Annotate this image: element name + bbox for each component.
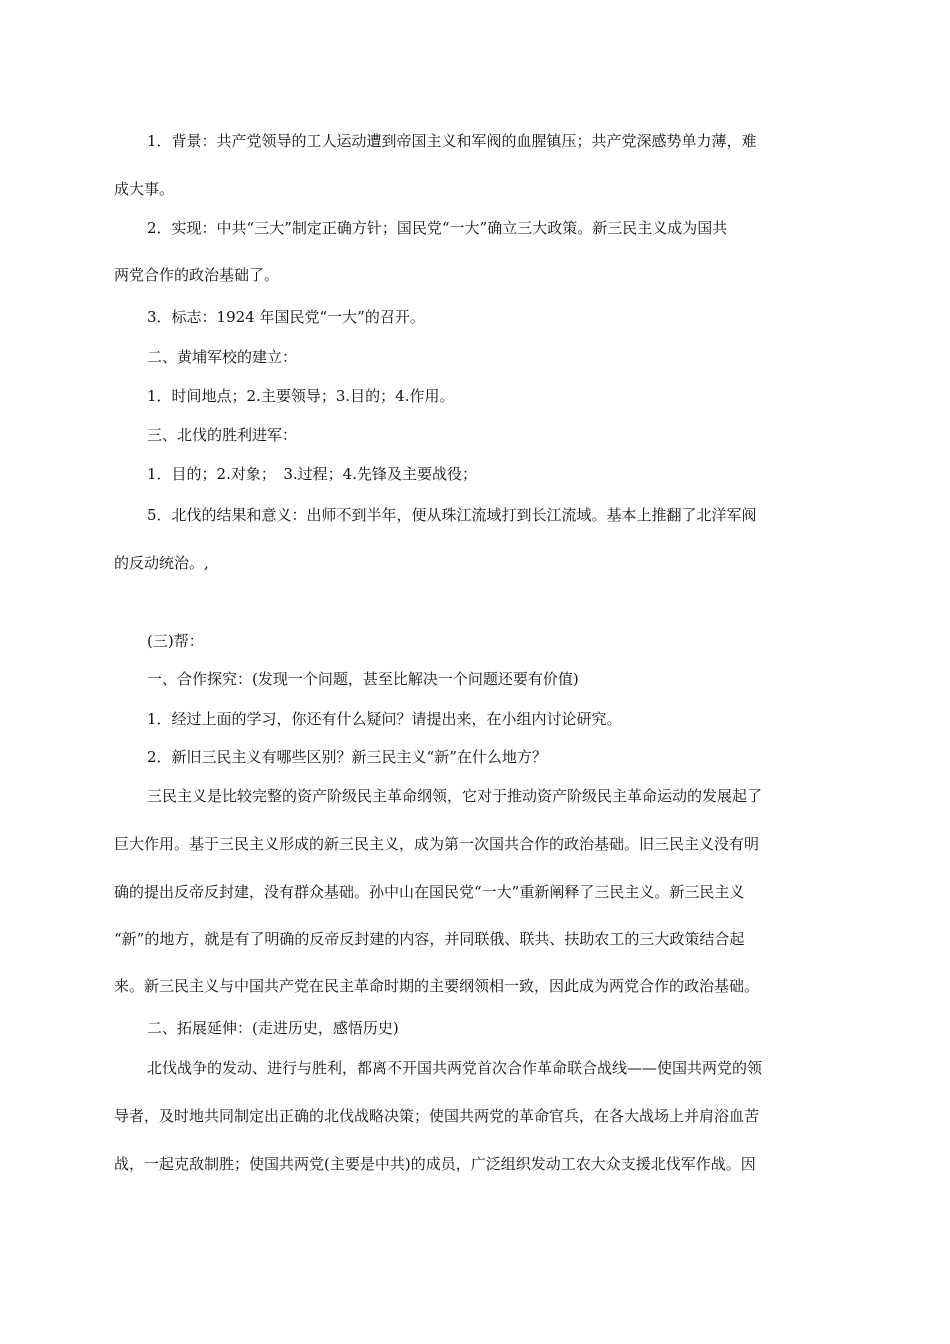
- question-2: 2．新旧三民主义有哪些区别？新三民主义“新”在什么地方？: [147, 748, 547, 766]
- answer-paragraph-line3: 确的提出反帝反封建，没有群众基础。孙中山在国民党“一大”重新阐释了三民主义。新三民主义: [114, 883, 745, 901]
- answer-paragraph-line4: “新”的地方，就是有了明确的反帝反封建的内容，并同联俄、联共、扶助农工的三大政策结合起: [114, 930, 745, 948]
- answer-paragraph-line2: 巨大作用。基于三民主义形成的新三民主义，成为第一次国共合作的政治基础。旧三民主义没有明: [114, 835, 760, 853]
- question-1: 1．经过上面的学习，你还有什么疑问？请提出来，在小组内讨论研究。: [147, 710, 622, 728]
- paragraph-realization-line2: 两党合作的政治基础了。: [114, 266, 280, 284]
- answer-paragraph-line1: 三民主义是比较完整的资产阶级民主革命纲领，它对于推动资产阶级民主革命运动的发展起了: [147, 787, 763, 805]
- extension-paragraph-line3: 战，一起克敌制胜；使国共两党(主要是中共)的成员，广泛组织发动工农大众支援北伐军作战。因: [114, 1155, 756, 1173]
- whampoa-points: 1．时间地点；2.主要领导；3.目的；4.作用。: [147, 387, 455, 405]
- section-help-heading: (三)帮：: [147, 632, 204, 650]
- heading-cooperative-inquiry: 一、合作探究：(发现一个问题，甚至比解决一个问题还要有价值): [147, 670, 579, 688]
- paragraph-symbol: 3．标志：1924 年国民党“一大”的召开。: [147, 308, 425, 326]
- paragraph-background-line1: 1．背景：共产党领导的工人运动遭到帝国主义和军阀的血腥镇压；共产党深感势单力薄，难: [147, 132, 757, 150]
- paragraph-realization-line1: 2．实现：中共“三大”制定正确方针；国民党“一大”确立三大政策。新三民主义成为国共: [147, 219, 728, 237]
- expedition-points: 1．目的；2.对象； 3.过程；4.先锋及主要战役；: [147, 465, 477, 483]
- extension-paragraph-line1: 北伐战争的发动、进行与胜利，都离不开国共两党首次合作革命联合战线——使国共两党的领: [147, 1059, 763, 1077]
- heading-northern-expedition: 三、北伐的胜利进军：: [147, 426, 298, 444]
- extension-paragraph-line2: 导者，及时地共同制定出正确的北伐战略决策；使国共两党的革命官兵，在各大战场上并肩浴血苦: [114, 1107, 760, 1125]
- paragraph-result-line1: 5．北伐的结果和意义：出师不到半年，便从珠江流域打到长江流域。基本上推翻了北洋军阀: [147, 506, 757, 524]
- heading-extension: 二、拓展延伸：(走进历史，感悟历史): [147, 1019, 399, 1037]
- heading-whampoa: 二、黄埔军校的建立：: [147, 348, 298, 366]
- answer-paragraph-line5: 来。新三民主义与中国共产党在民主革命时期的主要纲领相一致，因此成为两党合作的政治基础。: [114, 977, 760, 995]
- paragraph-background-line2: 成大事。: [114, 180, 175, 198]
- paragraph-result-line2: 的反动统治。,: [114, 554, 209, 572]
